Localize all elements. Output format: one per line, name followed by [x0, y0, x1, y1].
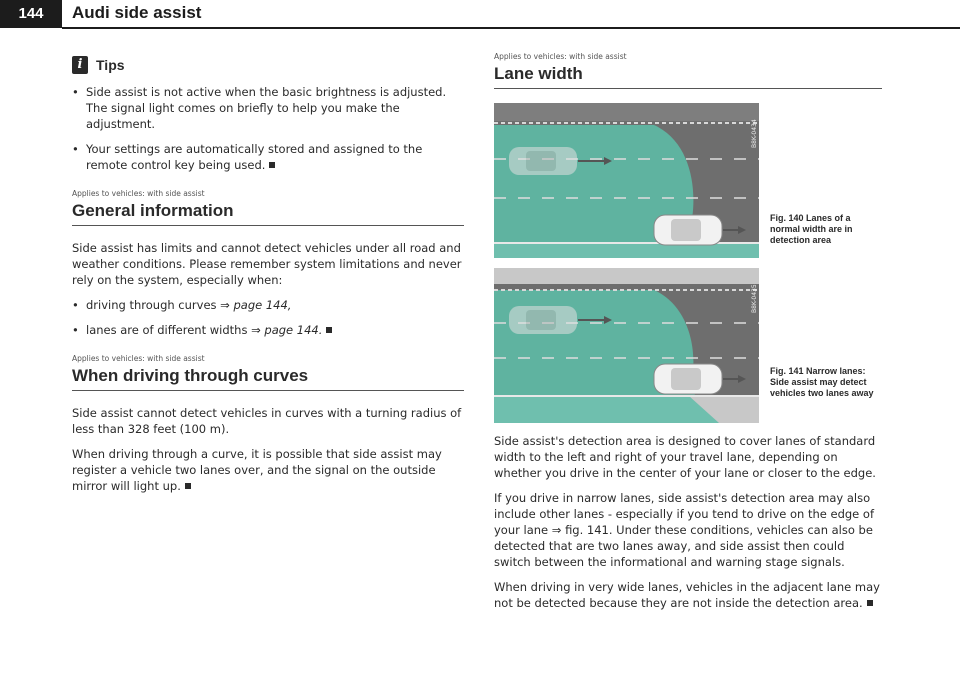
header-rule	[62, 27, 960, 29]
end-mark	[269, 162, 275, 168]
curves-p2: When driving through a curve, it is possible that side assist may register a vehicle two lanes over, and the signal on the outside mirror will light up.	[72, 447, 442, 493]
tips-heading	[72, 56, 464, 74]
end-mark	[185, 483, 191, 489]
tips-bullet-2: • Your settings are automatically stored and assigned to the remote control key being used.	[72, 141, 464, 173]
left-column	[72, 44, 464, 503]
lane-width-p2: If you drive in narrow lanes, side assist's detection area may also include other lanes - especially if you tend to drive on the edge of your lane ⇒ fig. 141. Under these conditions, vehicles can also be detected that are two lanes away, and side assist then could switch between the informational and warning stage signals.	[494, 491, 874, 569]
running-title: Audi side assist	[72, 3, 202, 22]
tips-bullet-1: • Side assist is not active when the basic brightness is adjusted. The signal light comes on briefly to help you make the adjustment.	[72, 84, 464, 132]
figure-140	[494, 103, 882, 258]
figure-141	[494, 268, 882, 423]
figure-140-caption: Fig. 140 Lanes of a normal width are in detection area	[770, 213, 853, 245]
figure-code: B8K-0435	[751, 284, 758, 313]
applies-general: Applies to vehicles: with side assist	[72, 189, 205, 198]
page-ref-link[interactable]: page 144.	[264, 323, 323, 337]
general-information-heading: General information	[72, 201, 464, 226]
general-bullet-widths: • lanes are of different widths ⇒ page 144.	[72, 322, 464, 338]
lane-width-p3: When driving in very wide lanes, vehicles in the adjacent lane may not be detected because they are not inside the detection area.	[494, 580, 880, 610]
general-bullet-curves: • driving through curves ⇒ page 144,	[72, 297, 464, 313]
end-mark	[867, 600, 873, 606]
figure-code: B8K-0434	[751, 119, 758, 148]
applies-lane-width: Applies to vehicles: with side assist	[494, 52, 627, 61]
tips-title: Tips	[96, 57, 125, 73]
figure-141-caption: Fig. 141 Narrow lanes: Side assist may detect vehicles two lanes away	[770, 366, 874, 398]
end-mark	[326, 327, 332, 333]
curves-heading: When driving through curves	[72, 366, 464, 391]
figure-140-illustration	[494, 103, 759, 258]
figure-141-illustration	[494, 268, 759, 423]
lane-width-p1: Side assist's detection area is designed to cover lanes of standard width to the left and right of your travel lane, depending on whether you drive in the center of your lane or closer to the edge.	[494, 434, 876, 480]
general-intro: Side assist has limits and cannot detect vehicles under all road and weather conditions. Please remember system limitations and never rely on the system, especially when:	[72, 241, 462, 287]
page-number: 144	[0, 0, 62, 28]
applies-curves: Applies to vehicles: with side assist	[72, 354, 205, 363]
lane-width-heading: Lane width	[494, 64, 882, 89]
curves-p1: Side assist cannot detect vehicles in curves with a turning radius of less than 328 feet (100 m).	[72, 406, 462, 436]
info-icon: i	[72, 56, 88, 74]
right-column	[494, 44, 882, 620]
page-ref-link[interactable]: page 144,	[233, 298, 292, 312]
